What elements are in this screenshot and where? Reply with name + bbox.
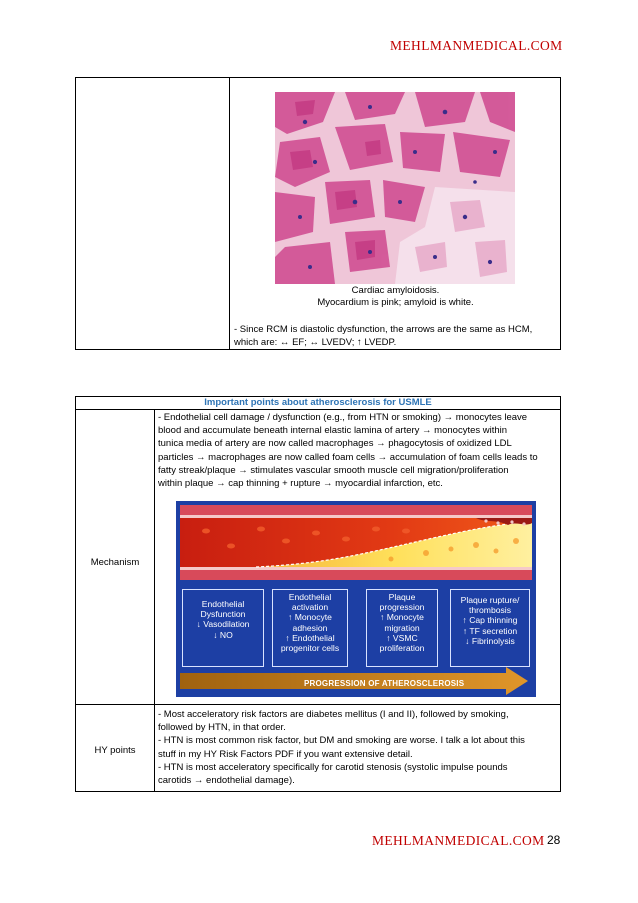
hy-line: carotids → endothelial damage). [158,775,295,787]
header-brand: MEHLMANMEDICAL.COM [390,38,563,53]
box-line: activation [291,602,329,613]
rcm-note-line: which are: ↔ EF; ↔ LVEDV; ↑ LVEDP. [234,336,397,348]
box-line: ↑ VSMC [386,632,418,643]
box-line: ↑ TF secretion [462,625,518,636]
box-plaque-rupture [450,589,530,667]
mechanism-line: fatty streak/plaque → stimulates vascular smooth muscle cell migration/proliferation [158,464,509,476]
mechanism-line: - Endothelial cell damage / dysfunction (e.g., from HTN or smoking) → monocytes leave [158,412,528,423]
hy-line: - Most acceleratory risk factors are diabetes mellitus (I and II), followed by smoking, [158,709,509,720]
box-line: proliferation [379,643,425,654]
box-line: Plaque rupture/ [460,595,520,605]
atherosclerosis-progression-diagram [176,501,536,697]
page-number: 28 [547,833,561,847]
mechanism-line: particles → macrophages are now called foam cells → accumulation of foam cells leads to [158,451,538,463]
box-endothelial-dysfunction [182,589,264,667]
box-line: thrombosis [468,605,512,616]
box-line: Endothelial [201,599,245,609]
hy-points-label: HY points [94,745,136,756]
atherosclerosis-table [75,396,561,792]
mechanism-line: tunica media of artery are now called macrophages → phagocytosis of oxidized LDL [158,438,512,450]
box-line: ↑ Cap thinning [462,615,518,626]
box-endothelial-activation [272,589,348,667]
box-line: migration [384,622,420,633]
hy-points-text [158,708,558,787]
mechanism-label: Mechanism [90,557,140,568]
progression-label: PROGRESSION OF ATHEROSCLEROSIS [304,679,465,688]
image-caption-title: Cardiac amyloidosis. [351,285,440,296]
rcm-note-line: - Since RCM is diastolic dysfunction, the arrows are the same as HCM, [234,324,533,335]
hy-line: - HTN is most common risk factor, but DM and smoking are worse. I talk a lot about this [158,735,525,747]
box-line: adhesion [292,622,328,633]
row-divider [76,704,560,705]
hy-line: - HTN is most acceleratory specifically for carotid stenosis (systolic impulse pounds [158,761,508,773]
mechanism-text [158,411,558,490]
box-line: ↓ Vasodilation [196,619,250,630]
box-line: progression [379,602,425,613]
amyloidosis-table [75,77,561,350]
box-plaque-progression [366,589,438,667]
image-caption-detail: Myocardium is pink; amyloid is white. [317,297,474,308]
box-line: ↑ Monocyte [380,612,424,623]
box-line: Dysfunction [200,609,246,620]
box-line: Endothelial [288,592,332,602]
box-line: ↑ Endothelial [285,632,335,643]
mechanism-line: within plaque → cap thinning + rupture → myocardial infarction, etc. [158,478,443,490]
table-header: Important points about atherosclerosis for USMLE [76,397,560,410]
box-line: ↓ NO [213,629,233,640]
mechanism-line: blood and accumulate beneath internal elastic lamina of artery → monocytes within [158,425,508,437]
hy-line: followed by HTN, in that order. [158,722,286,734]
box-line: Plaque [388,592,416,602]
column-divider [154,410,155,791]
box-line: progenitor cells [280,643,340,654]
box-line: ↑ Monocyte [288,612,332,623]
footer-brand: MEHLMANMEDICAL.COM [372,833,545,848]
hy-line: stuff in my HY Risk Factors PDF if you want extensive detail. [158,748,413,760]
box-line: ↓ Fibrinolysis [465,635,515,646]
cardiac-amyloidosis-histology-image [275,92,515,284]
rcm-note [234,324,556,349]
